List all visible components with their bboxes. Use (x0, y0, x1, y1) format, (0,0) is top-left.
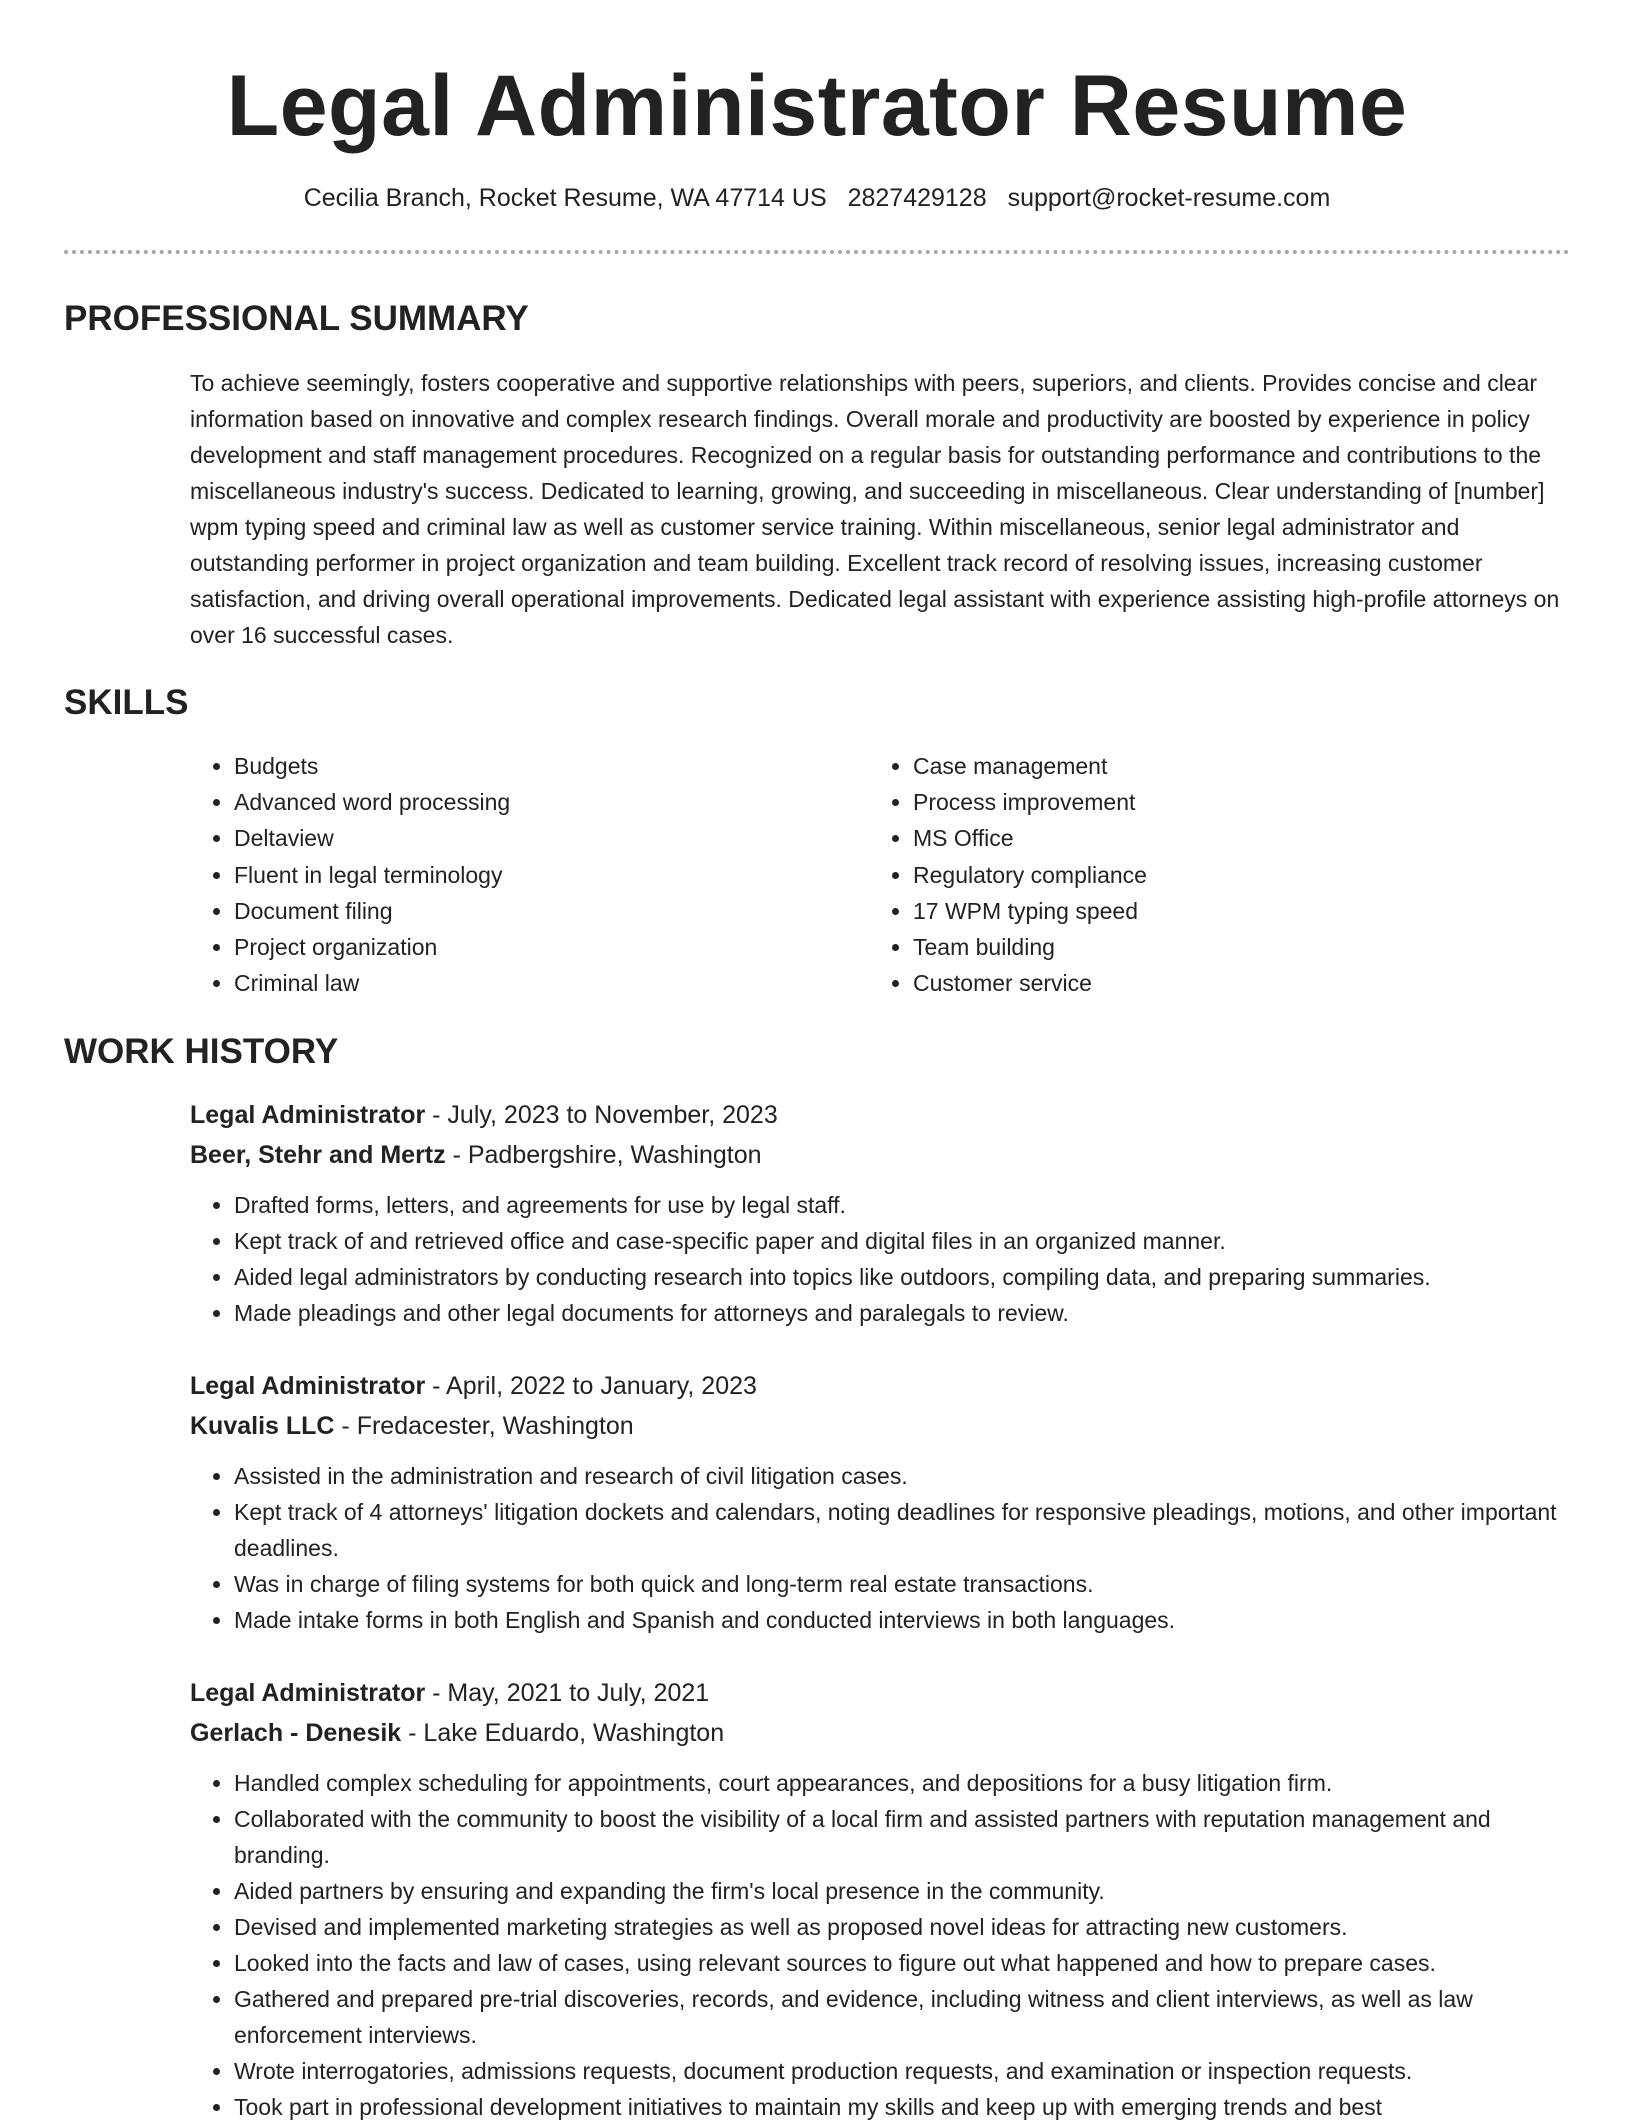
job-company: Gerlach - Denesik (190, 1719, 402, 1747)
job-title: Legal Administrator (190, 1101, 426, 1129)
summary-heading: PROFESSIONAL SUMMARY (64, 299, 529, 338)
skill-item: • Document filing (234, 893, 854, 929)
job-title-line (190, 1366, 1570, 1406)
contact-line (64, 180, 1570, 216)
job-entry (190, 1673, 1570, 2125)
job-location: - Padbergshire, Washington (445, 1141, 762, 1169)
job-bullet: • Collaborated with the community to boost the visibility of a local firm and assisted partners with reputation management and branding. (234, 1801, 1570, 1873)
contact-phone: 2827429128 (847, 184, 987, 212)
job-bullet: • Drafted forms, letters, and agreements for use by legal staff. (234, 1187, 1570, 1223)
job-dates: - May, 2021 to July, 2021 (425, 1679, 710, 1707)
job-bullet: • Gathered and prepared pre-trial discoveries, records, and evidence, including witness and client interviews, as well as law enforcement interviews. (234, 1981, 1570, 2053)
job-bullets (190, 1765, 1570, 2125)
skill-item: • 17 WPM typing speed (913, 893, 1533, 929)
skill-item: • Team building (913, 929, 1533, 965)
job-bullet: • Made pleadings and other legal documents for attorneys and paralegals to review. (234, 1295, 1570, 1331)
skill-item: • Advanced word processing (234, 784, 854, 820)
skill-item: • Regulatory compliance (913, 857, 1533, 893)
job-title-line (190, 1673, 1570, 1713)
skill-item: • MS Office (913, 820, 1533, 856)
job-location: - Fredacester, Washington (334, 1412, 634, 1440)
skill-item: • Criminal law (234, 965, 854, 1001)
job-company-line (190, 1713, 1570, 1753)
resume-title: Legal Administrator Resume (226, 58, 1408, 154)
skill-item: • Budgets (234, 748, 854, 784)
job-bullet: • Kept track of 4 attorneys' litigation dockets and calendars, noting deadlines for responsive pleadings, motions, and other important deadlines. (234, 1494, 1570, 1566)
job-company: Beer, Stehr and Mertz (190, 1141, 446, 1169)
job-title-line (190, 1095, 1570, 1135)
job-bullet: • Wrote interrogatories, admissions requests, document production requests, and examination or inspection requests. (234, 2053, 1570, 2089)
job-entry (190, 1095, 1570, 1331)
job-dates: - July, 2023 to November, 2023 (425, 1101, 778, 1129)
skills-heading: SKILLS (64, 683, 189, 722)
job-bullets (190, 1187, 1570, 1331)
skill-item: • Fluent in legal terminology (234, 857, 854, 893)
job-bullet: • Was in charge of filing systems for both quick and long-term real estate transactions. (234, 1566, 1570, 1602)
skills-list-left (190, 748, 854, 1001)
skills-list-right (869, 748, 1533, 1001)
job-bullets (190, 1458, 1570, 1638)
job-bullet: • Made intake forms in both English and Spanish and conducted interviews in both languages. (234, 1602, 1570, 1638)
skill-item: • Project organization (234, 929, 854, 965)
job-bullet: • Devised and implemented marketing strategies as well as proposed novel ideas for attracting new customers. (234, 1909, 1570, 1945)
skill-item: • Deltaview (234, 820, 854, 856)
job-dates: - April, 2022 to January, 2023 (425, 1372, 757, 1400)
job-company-line (190, 1406, 1570, 1446)
job-bullet: • Took part in professional development initiatives to maintain my skills and keep up with emerging trends and best (234, 2089, 1570, 2125)
contact-address: Cecilia Branch, Rocket Resume, WA 47714 US (303, 184, 827, 212)
header-divider (64, 250, 1570, 254)
job-bullet: • Assisted in the administration and research of civil litigation cases. (234, 1458, 1570, 1494)
skill-item: • Case management (913, 748, 1533, 784)
job-bullet: • Aided legal administrators by conducting research into topics like outdoors, compiling data, and preparing summaries. (234, 1259, 1570, 1295)
job-bullet: • Aided partners by ensuring and expanding the firm's local presence in the community. (234, 1873, 1570, 1909)
skill-item: • Process improvement (913, 784, 1533, 820)
job-bullet: • Looked into the facts and law of cases, using relevant sources to figure out what happened and how to prepare cases. (234, 1945, 1570, 1981)
job-location: - Lake Eduardo, Washington (401, 1719, 725, 1747)
job-company-line (190, 1135, 1570, 1175)
job-bullet: • Handled complex scheduling for appointments, court appearances, and depositions for a busy litigation firm. (234, 1765, 1570, 1801)
job-title: Legal Administrator (190, 1372, 426, 1400)
skill-item: • Customer service (913, 965, 1533, 1001)
job-company: Kuvalis LLC (190, 1412, 335, 1440)
job-title: Legal Administrator (190, 1679, 426, 1707)
contact-email: support@rocket-resume.com (1007, 184, 1331, 212)
job-entry (190, 1366, 1570, 1638)
work-history-heading: WORK HISTORY (64, 1032, 339, 1071)
summary-text: To achieve seemingly, fosters cooperative and supportive relationships with peers, superiors, and clients. Provides concise and clear information based on innovative and complex research findings. Overall morale and productivity are boosted by experience in policy development and staff management procedures. Recognized on a regular basis for outstanding performance and contributions to the miscellaneous industry's success. Dedicated to learning, growing, and succeeding in miscellaneous. Clear understanding of [number] wpm typing speed and criminal law as well as customer service training. Within miscellaneous, senior legal administrator and outstanding performer in project organization and team building. Excellent track record of resolving issues, increasing customer satisfaction, and driving overall operational improvements. Dedicated legal assistant with experience assisting high-profile attorneys on over 16 successful cases. (190, 370, 1560, 648)
resume-page (64, 0, 1570, 2120)
job-bullet: • Kept track of and retrieved office and case-specific paper and digital files in an organized manner. (234, 1223, 1570, 1259)
